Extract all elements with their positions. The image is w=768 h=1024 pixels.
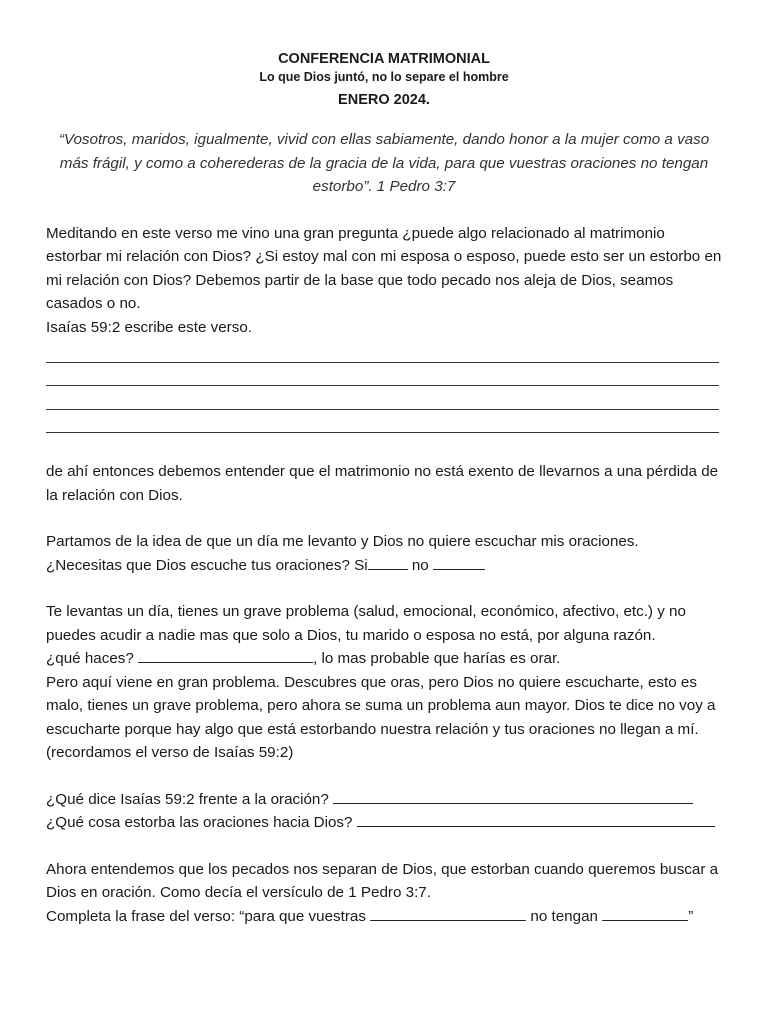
question-what-do [46, 647, 722, 671]
answer-blank-what-do[interactable] [138, 650, 313, 663]
document-date: ENERO 2024. [338, 92, 430, 108]
complete-verse-exercise [46, 905, 722, 929]
exercise-text-mid: no tengan [526, 907, 603, 925]
question-text: ¿Qué cosa estorba las oraciones hacia Dios? [46, 814, 357, 831]
exercise-text: Completa la frase del verso: “para que vuestras [46, 907, 371, 925]
question-text: ¿Necesitas que Dios escuche tus oraciones? Si [46, 556, 368, 574]
question-isaias [46, 788, 722, 812]
paragraph-problem: Te levantas un día, tienes un grave problema (salud, emocional, económico, afectivo, etc.) y no puedes acudir a nadie mas que solo a Dios, tu marido o esposa no está, por alguna razón. [46, 603, 686, 644]
paragraph-isaias-reference: Isaías 59:2 escribe este verso. [46, 318, 252, 336]
answer-blank-verse-2[interactable] [602, 908, 688, 921]
answer-blank-yes[interactable] [368, 557, 408, 570]
answer-blank-isaias[interactable] [333, 791, 693, 804]
answer-blank-no[interactable] [433, 557, 485, 570]
question-text: ¿qué haces? [46, 650, 139, 667]
paragraph-premise: Partamos de la idea de que un día me levanto y Dios no quiere escuchar mis oraciones. [46, 533, 639, 550]
document-body [46, 222, 722, 929]
question-hinders [46, 811, 722, 835]
question-text: ¿Qué dice Isaías 59:2 frente a la oración? [46, 790, 334, 808]
write-line[interactable] [46, 339, 719, 363]
write-line[interactable] [46, 363, 719, 387]
scripture-verse: “Vosotros, maridos, igualmente, vivid con ellas sabiamente, dando honor a la mujer como a vaso más frágil, y como a coherederas de la gracia de la vida, para que vuestras oraciones no tengan estorbo”. 1 Pedro 3:7 [58, 131, 710, 195]
paragraph-intro: Meditando en este verso me vino una gran pregunta ¿puede algo relacionado al matrimonio estorbar mi relación con Dios? ¿Si estoy mal con mi esposa o esposo, puede esto ser un estorbo en mi relación con Dios? Debemos partir de la base que todo pecado nos aleja de Dios, seamos casados o no. [46, 224, 722, 312]
write-lines [46, 339, 722, 433]
question-suffix: , lo mas probable que harías es orar. [313, 650, 561, 667]
document-title: CONFERENCIA MATRIMONIAL [278, 51, 490, 67]
question-need-prayer [46, 554, 722, 578]
write-line[interactable] [46, 386, 719, 410]
write-line[interactable] [46, 410, 719, 434]
paragraph-great-problem: Pero aquí viene en gran problema. Descubres que oras, pero Dios no quiere escucharte, esto es malo, tienes un grave problema, pero ahora se suma un problema aun mayor. Dios te dice no voy a escucharte porque hay algo que está estorbando nuestra relación y tus oraciones no llegan a mí. (recordamos el verso de Isaías 59:2) [46, 673, 716, 761]
exercise-text-end: ” [688, 907, 694, 925]
document-subtitle: Lo que Dios juntó, no lo separe el hombre [259, 70, 509, 84]
answer-blank-hinders[interactable] [357, 814, 715, 827]
answer-blank-verse-1[interactable] [370, 908, 526, 921]
question-text-no: no [407, 556, 433, 574]
document-header [46, 0, 722, 110]
paragraph-conclusion: Ahora entendemos que los pecados nos separan de Dios, que estorban cuando queremos buscar a Dios en oración. Como decía el versículo de 1 Pedro 3:7. [46, 860, 719, 901]
paragraph-consequence: de ahí entonces debemos entender que el matrimonio no está exento de llevarnos a una pérdida de la relación con Dios. [46, 463, 719, 504]
